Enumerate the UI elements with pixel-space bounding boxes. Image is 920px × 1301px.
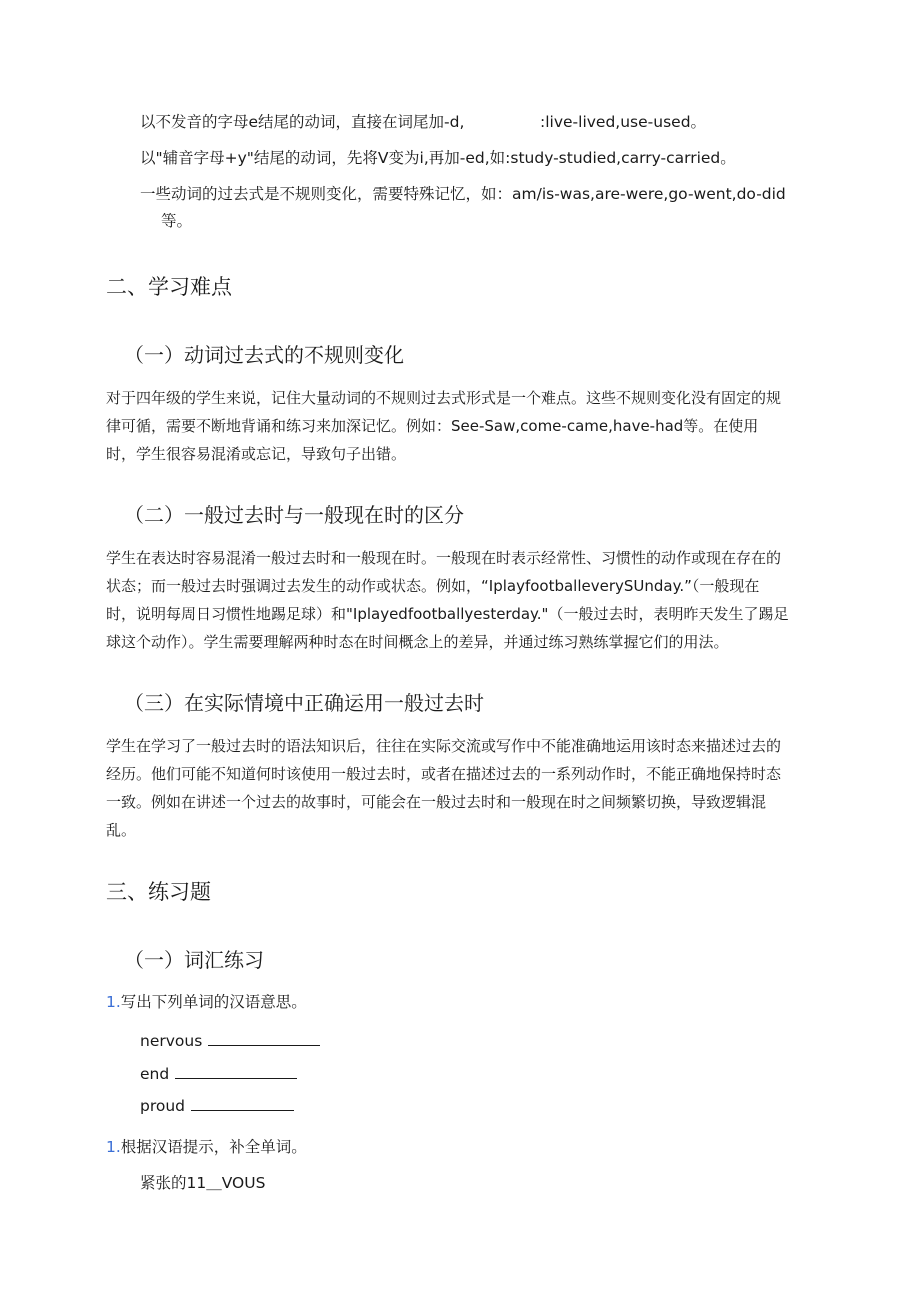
subsection-title-context-usage: （三）在实际情境中正确运用一般过去时	[124, 691, 484, 715]
paragraph-line: 时，说明每周日习惯性地踢足球）和"Iplayedfootballyesterday."（一般过去时，表明昨天发生了踢足	[106, 605, 789, 623]
paragraph-tense-distinction	[106, 544, 806, 656]
paragraph-context-usage	[106, 732, 806, 844]
rule-silent-e-examples: :live-lived,use-used。	[540, 113, 707, 131]
subsection-title-vocabulary: （一）词汇练习	[124, 948, 264, 972]
rule-consonant-y: 以"辅音字母+y"结尾的动词，先将V变为i,再加-ed,如:study-studied,carry-carried。	[140, 149, 736, 167]
section-title-exercises: 三、练习题	[106, 880, 211, 904]
paragraph-line: 律可循，需要不断地背诵和练习来加深记忆。例如：See-Saw,come-came,have-had等。在使用	[106, 417, 759, 435]
paragraph-line: 时，学生很容易混淆或忘记，导致句子出错。	[106, 445, 407, 463]
question-number: 1.	[106, 1138, 121, 1156]
paragraph-line: 经历。他们可能不知道何时该使用一般过去时，或者在描述过去的一系列动作时，不能正确地保持时态	[106, 765, 782, 783]
subsection-title-tense-distinction: （二）一般过去时与一般现在时的区分	[124, 503, 464, 527]
question-2	[106, 1136, 307, 1158]
question-number: 1.	[106, 993, 121, 1011]
vocab-item-nervous	[140, 1030, 320, 1052]
paragraph-line: 一致。例如在讲述一个过去的故事时，可能会在一般过去时和一般现在时之间频繁切换，导致逻辑混	[106, 793, 767, 811]
question-text: 写出下列单词的汉语意思。	[120, 993, 307, 1011]
vocab-word: nervous	[140, 1032, 203, 1050]
question-text: 根据汉语提示，补全单词。	[120, 1138, 307, 1156]
paragraph-line: 乱。	[106, 821, 137, 839]
answer-blank[interactable]	[208, 1031, 320, 1046]
question-1	[106, 991, 307, 1013]
rule-silent-e	[140, 111, 464, 133]
answer-blank[interactable]	[191, 1096, 294, 1111]
rule-irregular-line1: 一些动词的过去式是不规则变化，需要特殊记忆，如：am/is-was,are-were,go-went,do-did	[140, 185, 786, 203]
vocab-item-end	[140, 1063, 297, 1085]
paragraph-line: 对于四年级的学生来说，记住大量动词的不规则过去式形式是一个难点。这些不规则变化没有固定的规	[106, 389, 782, 407]
paragraph-line: 状态；而一般过去时强调过去发生的动作或状态。例如，“IplayfootballeverySUnday.”（一般现在	[106, 577, 760, 595]
fill-word-item: 紧张的11＿VOUS	[140, 1174, 266, 1192]
paragraph-line: 球这个动作）。学生需要理解两种时态在时间概念上的差异，并通过练习熟练掌握它们的用法。	[106, 633, 729, 651]
subsection-title-irregular: （一）动词过去式的不规则变化	[124, 343, 404, 367]
section-title-difficulties: 二、学习难点	[106, 275, 232, 299]
vocab-item-proud	[140, 1095, 294, 1117]
vocab-word: proud	[140, 1097, 186, 1115]
rule-irregular-line2: 等。	[161, 212, 193, 230]
vocab-word: end	[140, 1065, 170, 1083]
paragraph-line: 学生在表达时容易混淆一般过去时和一般现在时。一般现在时表示经常性、习惯性的动作或现在存在的	[106, 549, 782, 567]
rule-silent-e-text: 以不发音的字母e结尾的动词，直接在词尾加-d,	[140, 113, 465, 131]
answer-blank[interactable]	[175, 1064, 297, 1079]
paragraph-irregular	[106, 384, 806, 468]
paragraph-line: 学生在学习了一般过去时的语法知识后，往往在实际交流或写作中不能准确地运用该时态来描述过去的	[106, 737, 782, 755]
